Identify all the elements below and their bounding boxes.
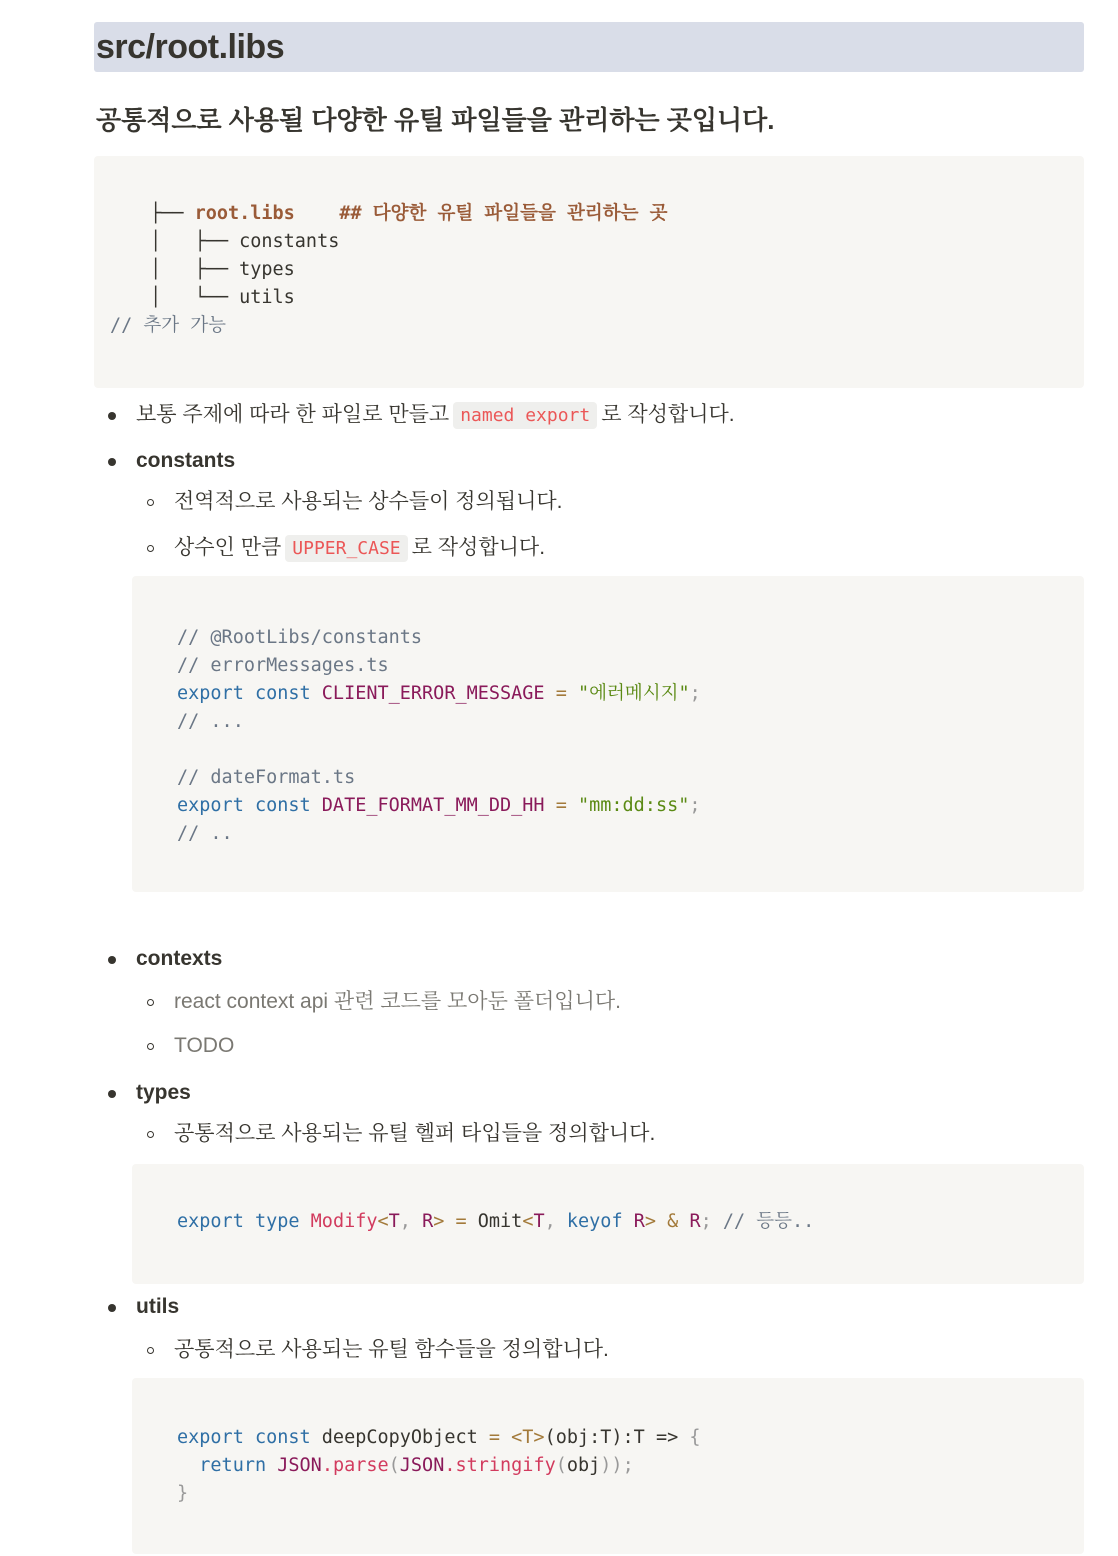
code-identifier: JSON: [399, 1455, 445, 1476]
tree-child-constants: constants: [239, 231, 340, 252]
code-keyword: keyof: [566, 1211, 623, 1232]
code-type-param: R: [689, 1211, 701, 1232]
code-comment: // errorMessages.ts: [177, 655, 389, 676]
code-keyword: export const: [177, 683, 311, 704]
list-item-contexts: contexts: [94, 942, 1118, 976]
code-operator: >: [644, 1211, 657, 1232]
tree-branch-line: │ ├──: [150, 231, 240, 252]
tree-footer-comment: // 추가 가능: [110, 315, 227, 336]
sub-list-item: 전역적으로 사용되는 상수들이 정의됩니다.: [94, 485, 1118, 519]
page-title: src/root.libs: [94, 22, 1084, 72]
code-type-param: T: [533, 1211, 545, 1232]
code-string: "mm:dd:ss": [577, 795, 690, 816]
code-type-name: Modify: [310, 1211, 378, 1232]
code-operator: <: [522, 1211, 534, 1232]
code-punctuation: ,: [544, 1211, 556, 1232]
list-item-utils: utils: [94, 1290, 1118, 1324]
code-keyword: export const: [177, 1427, 311, 1448]
sub-list-item: 공통적으로 사용되는 유틸 함수들을 정의합니다.: [94, 1333, 1118, 1367]
code-punctuation: ;: [700, 1211, 712, 1232]
list-item-types: types: [94, 1076, 1118, 1110]
code-variable: obj: [566, 1455, 601, 1476]
inline-code: UPPER_CASE: [285, 535, 407, 562]
code-punctuation: }: [177, 1483, 189, 1504]
code-identifier: CLIENT_ERROR_MESSAGE: [321, 683, 545, 704]
code-identifier: JSON: [277, 1455, 322, 1476]
code-keyword: export const: [177, 795, 311, 816]
code-comment: // 등등..: [722, 1211, 815, 1232]
code-identifier: DATE_FORMAT_MM_DD_HH: [321, 795, 545, 816]
inline-code: named export: [453, 402, 597, 429]
sub-list-item: react context api 관련 코드를 모아둔 폴더입니다.: [94, 985, 1118, 1019]
list-item: [94, 398, 1118, 432]
constants-code-block[interactable]: [132, 576, 1084, 892]
code-function-name: deepCopyObject: [321, 1427, 478, 1448]
code-operator: &: [667, 1211, 679, 1232]
code-type-param: T: [388, 1211, 400, 1232]
code-punctuation: ,: [399, 1211, 411, 1232]
code-keyword: return: [199, 1455, 267, 1476]
code-operator: =: [555, 795, 567, 816]
tree-child-types: types: [239, 259, 295, 280]
list-item-text: 로 작성합니다.: [411, 536, 546, 559]
code-type-param: R: [422, 1211, 434, 1232]
sub-list-item: [94, 531, 1118, 565]
code-comment: // ...: [177, 711, 244, 732]
code-punctuation: {: [689, 1427, 701, 1448]
code-operator: =: [455, 1211, 467, 1232]
code-type-name: Omit: [477, 1211, 523, 1232]
sub-list-item: TODO: [94, 1029, 1118, 1063]
code-type-param: R: [633, 1211, 645, 1232]
tree-branch-line: │ └──: [150, 287, 240, 308]
list-item-text: 로 작성합니다.: [601, 403, 735, 426]
code-operator: =: [555, 683, 567, 704]
code-function-call: .parse: [321, 1455, 389, 1476]
code-comment: // dateFormat.ts: [177, 767, 356, 788]
code-generic: <T>: [511, 1427, 545, 1448]
document-page: [94, 22, 1084, 1504]
code-punctuation: ;: [689, 683, 701, 704]
code-string: "에러메시지": [577, 683, 690, 704]
code-comment: // ..: [177, 823, 233, 844]
page-subtitle: 공통적으로 사용될 다양한 유틸 파일들을 관리하는 곳입니다.: [96, 105, 775, 135]
code-operator: =: [488, 1427, 501, 1448]
types-code-block[interactable]: [132, 1164, 1084, 1284]
tree-branch-line: ├──: [150, 203, 195, 224]
list-item-constants: constants: [94, 444, 1118, 478]
list-item-text: 상수인 만큼: [174, 536, 282, 559]
utils-code-block[interactable]: export const deepCopyObject = <T>(obj:T):T => { return JSON.parse(JSON.stringify(obj)); }: [132, 1378, 1084, 1554]
list-item-text: 보통 주제에 따라 한 파일로 만들고: [136, 403, 450, 426]
code-comment: // @RootLibs/constants: [177, 627, 423, 648]
folder-tree-code-block[interactable]: [94, 156, 1084, 388]
tree-root-name: root.libs: [194, 203, 295, 224]
tree-branch-line: │ ├──: [150, 259, 240, 280]
code-function-call: .stringify: [444, 1455, 556, 1476]
code-keyword: export type: [177, 1211, 300, 1232]
code-operator: >: [433, 1211, 445, 1232]
code-operator: <: [377, 1211, 389, 1232]
sub-list-item: 공통적으로 사용되는 유틸 헬퍼 타입들을 정의합니다.: [94, 1117, 1118, 1151]
tree-root-comment: ## 다양한 유틸 파일들을 관리하는 곳: [339, 203, 668, 224]
code-punctuation: ));: [600, 1455, 634, 1476]
tree-child-utils: utils: [239, 287, 295, 308]
code-signature: (obj:T):T =>: [544, 1427, 690, 1448]
code-punctuation: ;: [689, 795, 701, 816]
